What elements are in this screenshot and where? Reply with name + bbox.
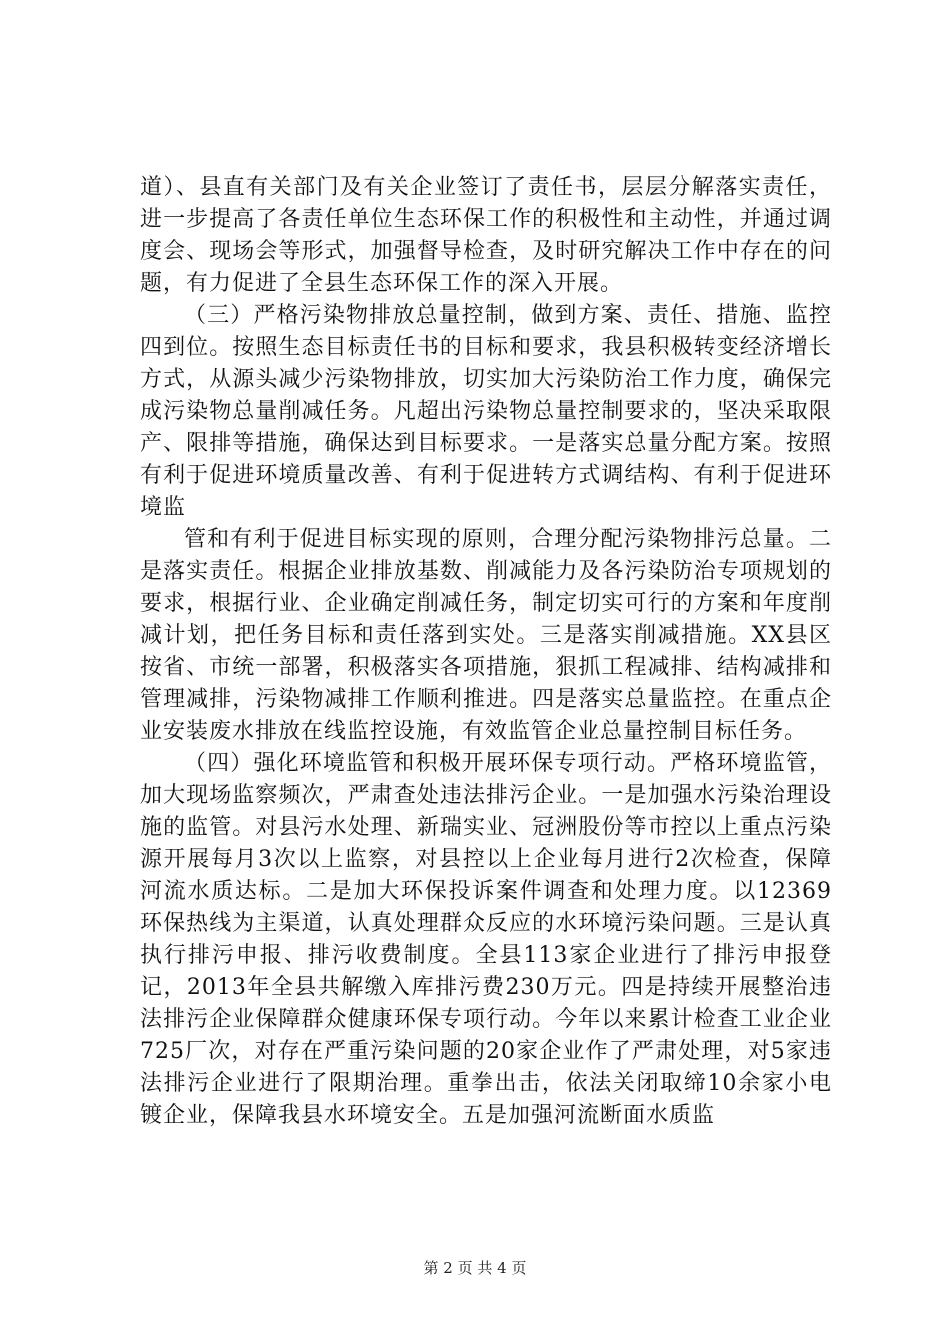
page-number-footer: 第 2 页 共 4 页 bbox=[423, 1259, 527, 1277]
paragraph-2: （三）严格污染物排放总量控制，做到方案、责任、措施、监控四到位。按照生态目标责任书的目标和要求，我县积极转变经济增长方式，从源头减少污染物排放，切实加大污染防治工作力度，确保完成污染物总量削减任务。凡超出污染物总量控制要求的，坚决采取限产、限排等措施，确保达到目标要求。一是落实总量分配方案。按照有利于促进环境质量改善、有利于促进转方式调结构、有利于促进环境监 bbox=[140, 303, 832, 520]
paragraph-4: （四）强化环境监管和积极开展环保专项行动。严格环境监管，加大现场监察频次，严肃查处违法排污企业。一是加强水污染治理设施的监管。对县污水处理、新瑞实业、冠洲股份等市控以上重点污染源开展每月3次以上监察，对县控以上企业每月进行2次检查，保障河流水质达标。二是加大环保投诉案件调查和处理力度。以12369环保热线为主渠道，认真处理群众反应的水环境污染问题。三是认真执行排污申报、排污收费制度。全县113家企业进行了排污申报登记，2013年全县共解缴入库排污费230万元。四是持续开展整治违法排污企业保障群众健康环保专项行动。今年以来累计检查工业企业725厂次，对存在严重污染问题的20家企业作了严肃处理，对5家违法排污企业进行了限期治理。重拳出击，依法关闭取缔10余家小电镀企业，保障我县水环境安全。五是加强河流断面水质监 bbox=[140, 751, 832, 1128]
document-body bbox=[140, 172, 832, 1132]
paragraph-3: 管和有利于促进目标实现的原则，合理分配污染物排污总量。二是落实责任。根据企业排放基数、削减能力及各污染防治专项规划的要求，根据行业、企业确定削减任务，制定切实可行的方案和年度削减计划，把任务目标和责任落到实处。三是落实削减措施。XX县区按省、市统一部署，积极落实各项措施，狠抓工程减排、结构减排和管理减排，污染物减排工作顺利推进。四是落实总量监控。在重点企业安装废水排放在线监控设施，有效监管企业总量控制目标任务。 bbox=[140, 527, 832, 744]
paragraph-1: 道）、县直有关部门及有关企业签订了责任书，层层分解落实责任，进一步提高了各责任单位生态环保工作的积极性和主动性，并通过调度会、现场会等形式，加强督导检查，及时研究解决工作中存在的问题，有力促进了全县生态环保工作的深入开展。 bbox=[140, 175, 832, 296]
